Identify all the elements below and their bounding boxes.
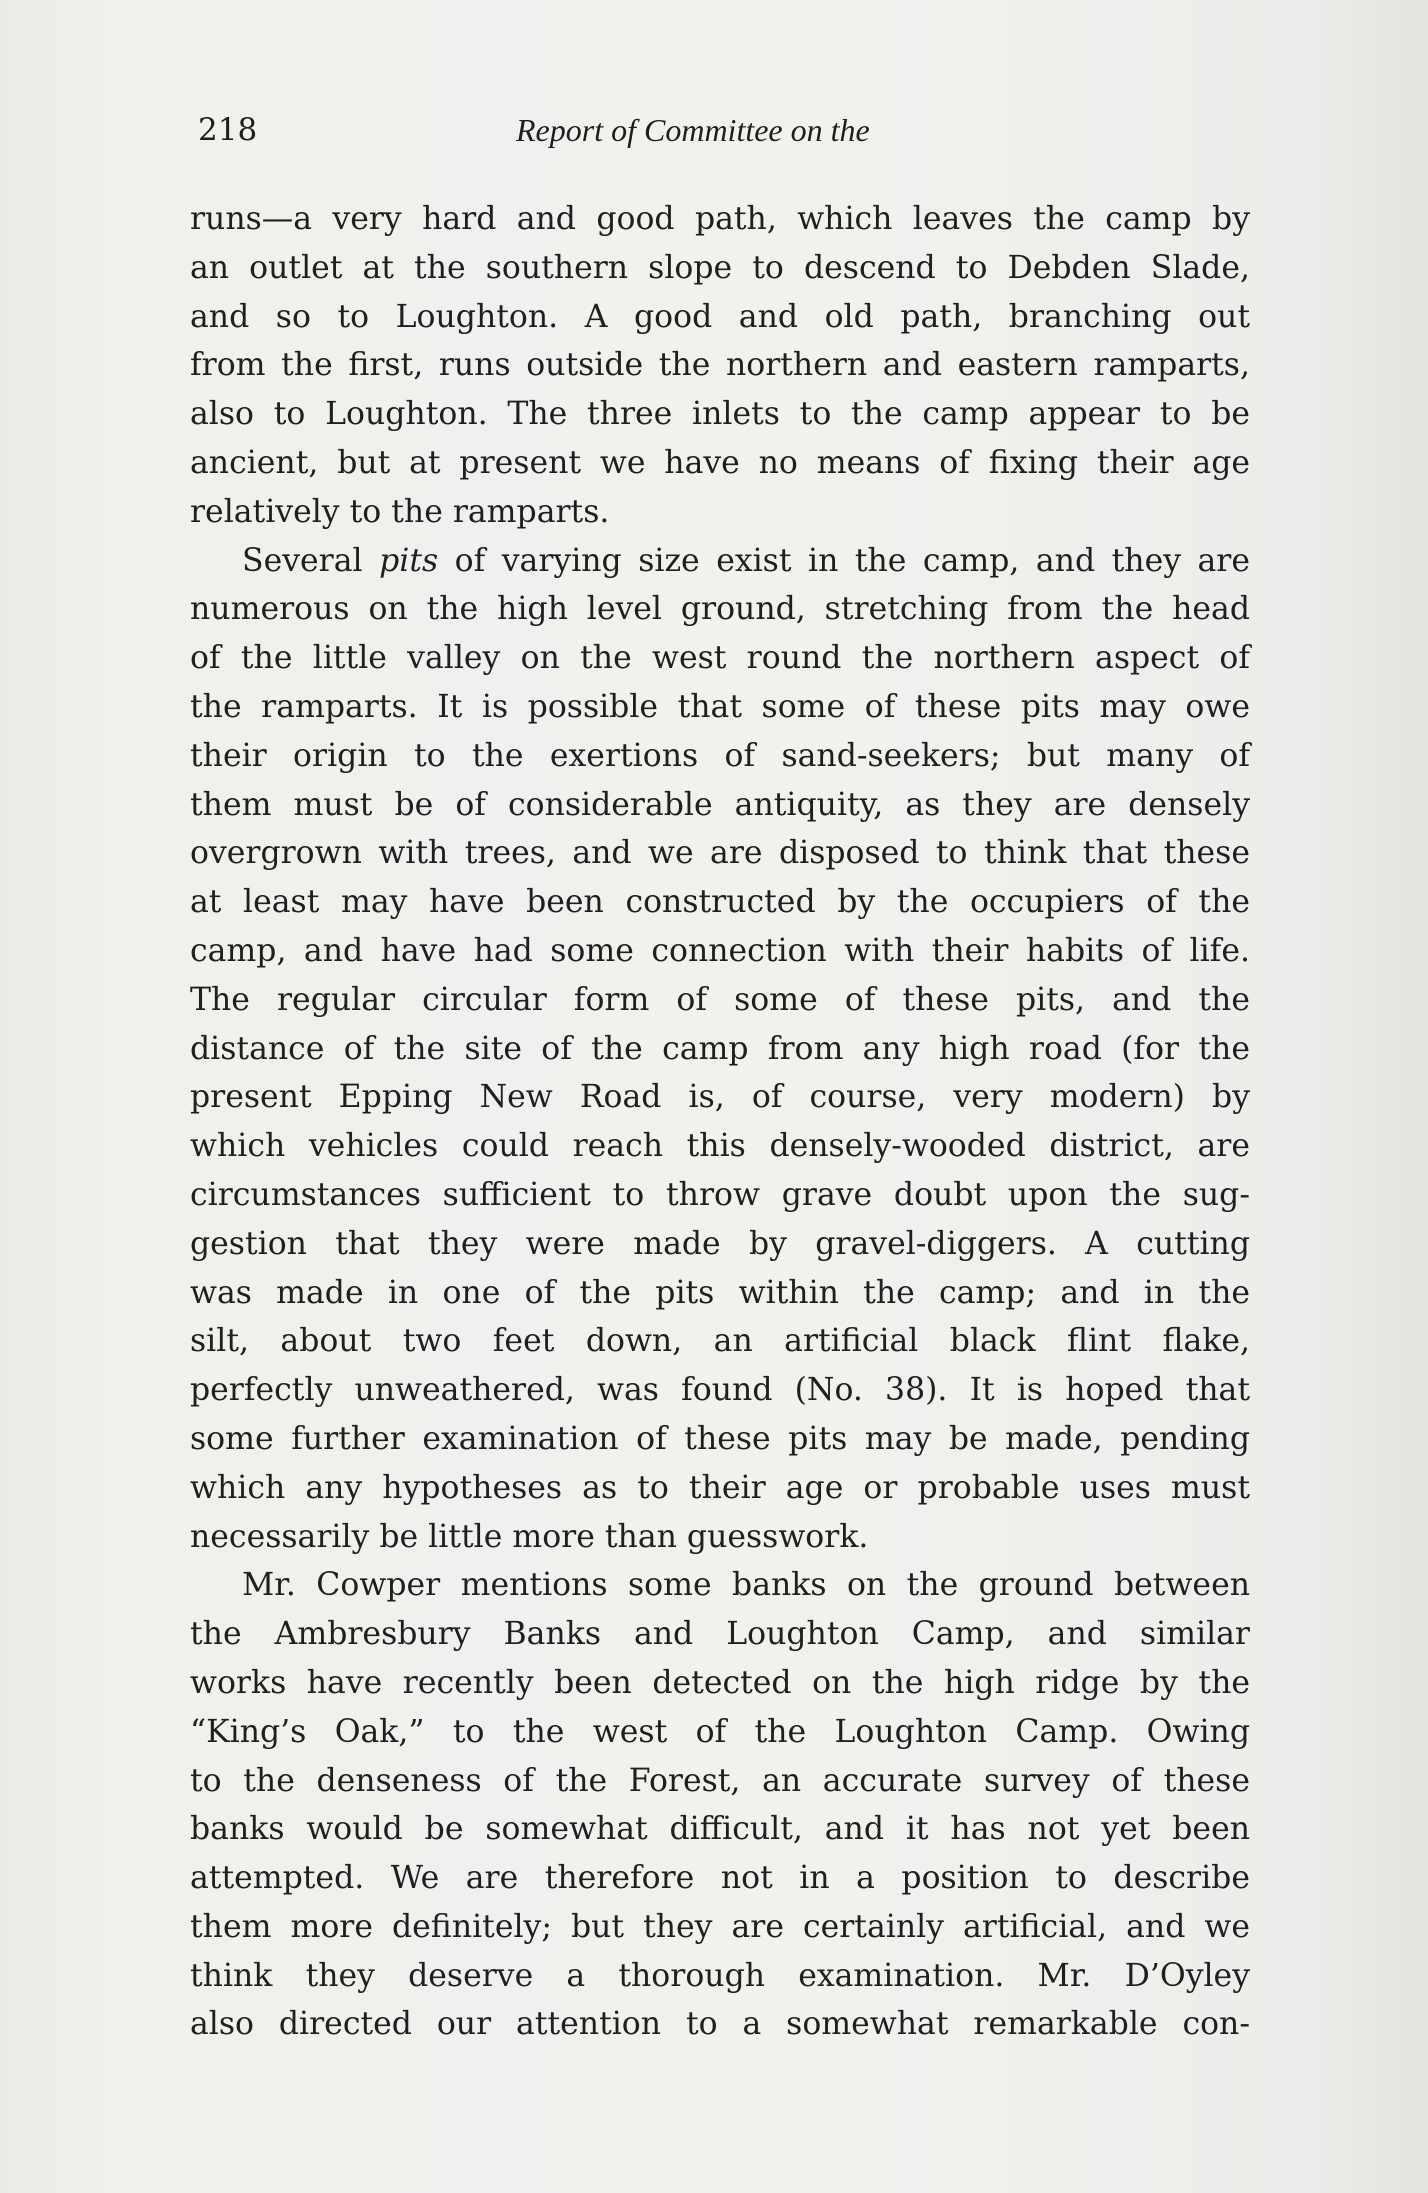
text-line: overgrown with trees, and we are disposed to think that these: [190, 835, 1250, 872]
text-line: at least may have been constructed by the occupiers of the: [190, 884, 1250, 921]
text-line: works have recently been detected on the high ridge by the: [190, 1664, 1250, 1701]
text-line: which vehicles could reach this densely-wooded district, are: [190, 1128, 1250, 1165]
text-line: also to Loughton. The three inlets to the camp appear to be: [190, 396, 1250, 433]
text-line: to the denseness of the Forest, an accurate survey of these: [190, 1762, 1250, 1799]
text-line: attempted. We are therefore not in a position to describe: [190, 1860, 1250, 1897]
text-line: think they deserve a thorough examination. Mr. D’Oyley: [190, 1957, 1250, 1994]
text-line: circumstances sufficient to throw grave doubt upon the sug-: [190, 1176, 1250, 1213]
text-line: and so to Loughton. A good and old path, branching out: [190, 298, 1250, 335]
page-header: [198, 112, 1248, 162]
text-line: “King’s Oak,” to the west of the Loughton Camp. Owing: [190, 1713, 1250, 1750]
text-line: ancient, but at present we have no means of fixing their age: [190, 444, 1250, 481]
italic-term: pits: [379, 542, 439, 579]
text-line: gestion that they were made by gravel-diggers. A cutting: [190, 1225, 1250, 1262]
text-line: necessarily be little more than guesswork.: [190, 1518, 869, 1555]
text-line: banks would be somewhat difficult, and it has not yet been: [190, 1811, 1250, 1848]
text-line: which any hypotheses as to their age or probable uses must: [190, 1469, 1250, 1506]
running-head: Report of Committee on the: [516, 112, 870, 148]
text-span: of varying size exist in the camp, and they are: [454, 542, 1250, 579]
text-line: them more definitely; but they are certainly artificial, and we: [190, 1908, 1250, 1945]
text-line: camp, and have had some connection with their habits of life.: [190, 932, 1250, 969]
paragraph-start-line: Mr. Cowper mentions some banks on the ground between: [242, 1567, 1250, 1604]
paragraph-start-line: [190, 537, 1250, 586]
text-line: them must be of considerable antiquity, as they are densely: [190, 786, 1250, 823]
text-line: silt, about two feet down, an artificial black flint flake,: [190, 1323, 1250, 1360]
text-line: some further examination of these pits may be made, pending: [190, 1420, 1250, 1457]
text-line: the Ambresbury Banks and Loughton Camp, and similar: [190, 1616, 1250, 1653]
text-line: The regular circular form of some of these pits, and the: [190, 981, 1250, 1018]
text-line: of the little valley on the west round the northern aspect of: [190, 640, 1250, 677]
text-line: numerous on the high level ground, stretching from the head: [190, 591, 1250, 628]
text-span: Several: [242, 542, 380, 579]
page-number: 218: [198, 112, 258, 148]
text-line: also directed our attention to a somewhat remarkable con-: [190, 2006, 1250, 2043]
text-line: from the first, runs outside the northern and eastern ramparts,: [190, 347, 1250, 384]
text-line: the ramparts. It is possible that some of these pits may owe: [190, 688, 1250, 725]
body-text: [190, 195, 1250, 2049]
text-line: present Epping New Road is, of course, very modern) by: [190, 1079, 1250, 1116]
text-line: perfectly unweathered, was found (No. 38). It is hoped that: [190, 1372, 1250, 1409]
text-line: distance of the site of the camp from any high road (for the: [190, 1030, 1250, 1067]
text-line: runs—a very hard and good path, which leaves the camp by: [190, 201, 1250, 237]
text-line: relatively to the ramparts.: [190, 493, 610, 530]
text-line: was made in one of the pits within the camp; and in the: [190, 1274, 1250, 1311]
text-line: their origin to the exertions of sand-seekers; but many of: [190, 737, 1250, 774]
text-line: an outlet at the southern slope to descend to Debden Slade,: [190, 249, 1250, 286]
